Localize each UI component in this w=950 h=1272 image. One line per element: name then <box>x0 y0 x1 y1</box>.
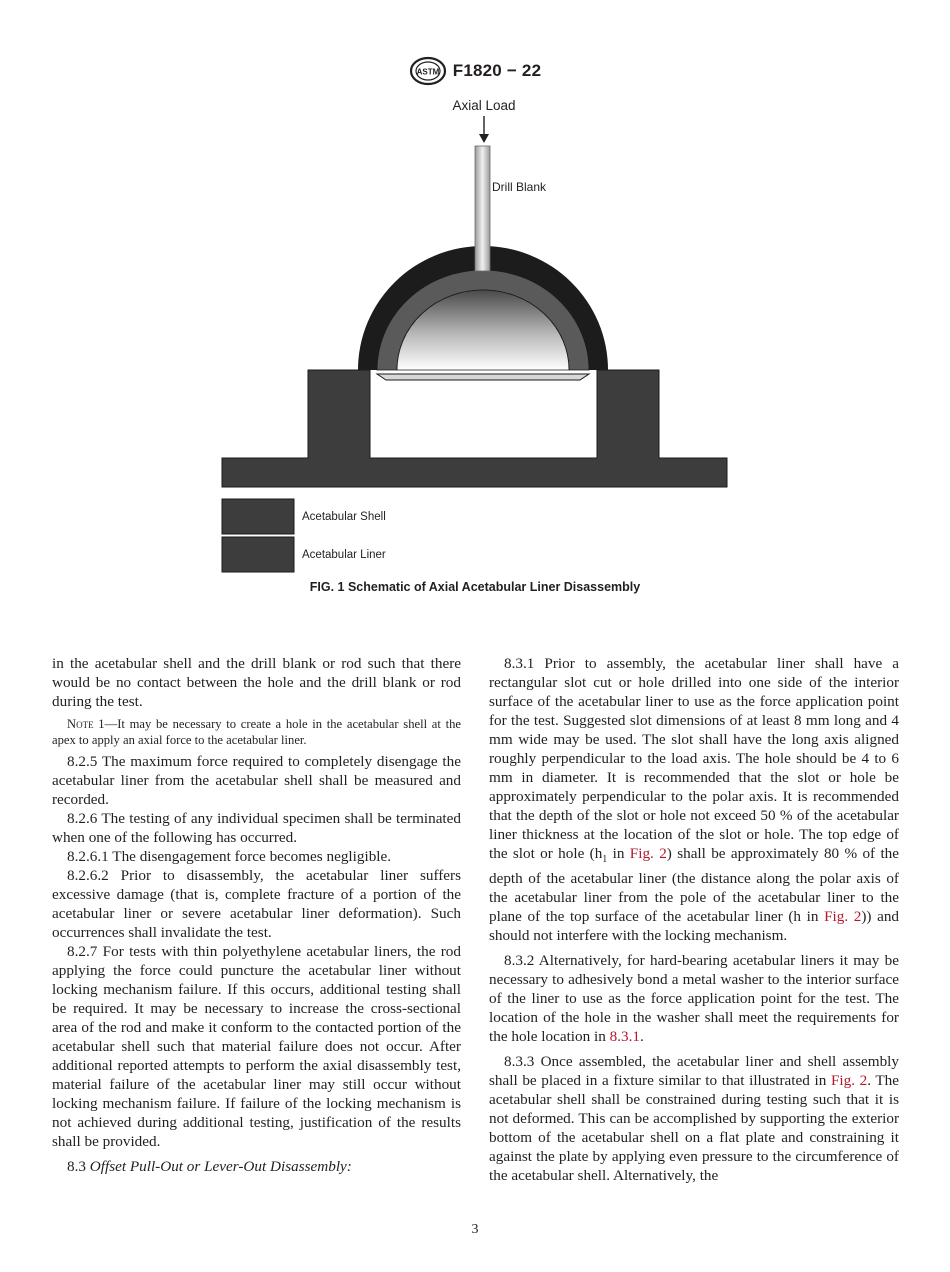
paragraph-8-2-6: 8.2.6 The testing of any individual specimen shall be terminated when one of the following has occurred. <box>52 810 461 846</box>
acetabular-liner-rim <box>377 374 589 380</box>
legend-swatch-shell <box>222 499 294 534</box>
paragraph-8-3-1: 8.3.1 Prior to assembly, the acetabular liner shall have a rectangular slot cut or hole drilled into one side of the interior surface of the acetabular liner to use as the force application point for the test. Suggested slot dimensions of at least 8 mm long and 4 mm wide may be used. The slot shall have the long axis aligned roughly perpendicular to the load axis. The hole should be 4 to 6 mm in diameter. It is recommended that the slot or hole be approximately perpendicular to the polar axis. It is recommended that the depth of the slot or hole not exceed 50 % of the acetabular liner thickness at the location of the slot or hole. The top edge of the slot or hole ($h_1$ in Fig. 2) shall be approximately 80 % of the depth of the acetabular liner (the distance along the polar axis of the acetabular liner from the pole of the acetabular liner to the plane of the top surface of the acetabular liner (h in Fig. 2)) and should not interfere with the locking mechanism. <box>489 655 900 945</box>
standard-number: F1820 − 22 <box>452 61 542 80</box>
fixture-base <box>222 370 727 487</box>
heading-8-3 <box>52 1157 461 1176</box>
drill-blank-label: Drill Blank <box>492 180 547 194</box>
astm-logo-text: ASTM <box>416 67 440 77</box>
legend-label-shell: Acetabular Shell <box>302 511 386 523</box>
fig-2-link[interactable]: Fig. 2 <box>629 845 667 862</box>
fig-2-link[interactable]: Fig. 2 <box>824 908 862 926</box>
legend-label-liner: Acetabular Liner <box>302 549 386 561</box>
note-label: Note 1 <box>67 717 105 731</box>
page-number: 3 <box>471 1222 479 1237</box>
heading-8-3-title: Offset Pull-Out or Lever-Out Disassembly: <box>89 1158 352 1175</box>
paragraph-8-2-5: 8.2.5 The maximum force required to completely disengage the acetabular liner from the acetabular shell shall be measured and recorded. <box>52 753 461 808</box>
figure-caption: FIG. 1 Schematic of Axial Acetabular Liner Disassembly <box>309 580 641 594</box>
drill-blank-rod <box>475 146 490 271</box>
heading-8-3-number: 8.3 <box>67 1158 90 1175</box>
section-8-3-1-link[interactable]: 8.3.1 <box>609 1028 640 1046</box>
note-text: —It may be necessary to create a hole in the acetabular shell at the apex to apply an axial force to the acetabular liner. <box>52 717 461 747</box>
legend-swatch-liner <box>222 537 294 572</box>
fig-2-link[interactable]: Fig. 2 <box>830 1072 868 1090</box>
paragraph-8-3-2: 8.3.2 Alternatively, for hard-bearing acetabular liners it may be necessary to adhesively bond a metal washer to the interior surface of the liner to use as the force application point for the test. The location of the hole in the washer shall meet the requirements for the hole location in 8.3.1. <box>489 952 899 1046</box>
paragraph-8-3-3: 8.3.3 Once assembled, the acetabular liner and shell assembly shall be placed in a fixture similar to that illustrated in Fig. 2. The acetabular shell shall be constrained during testing such that it is not deformed. This can be accomplished by supporting the exterior bottom of the acetabular shell on a flat plate and constraining it against the plate by applying even pressure to the circumference of the acetabular shell. Alternatively, the <box>489 1053 899 1185</box>
paragraph-8-2-6-2: 8.2.6.2 Prior to disassembly, the acetabular liner suffers excessive damage (that is, complete fracture of a portion of the acetabular liner or severe acetabular liner deformation). Such occurrences shall invalidate the test. <box>52 867 461 941</box>
axial-load-label: Axial Load <box>452 98 516 113</box>
note-1 <box>52 716 461 748</box>
axial-load-arrowhead <box>479 134 489 143</box>
paragraph-8-2-6-1: 8.2.6.1 The disengagement force becomes negligible. <box>67 848 392 865</box>
paragraph-8-2-7: 8.2.7 For tests with thin polyethylene acetabular liners, the rod applying the force could puncture the acetabular liner without locking mechanism failure. If this occurs, additional testing shall be required. It may be necessary to increase the cross-sectional area of the rod and make it conform to the contacted portion of the acetabular shell such that material failure does not occur. After additional reported attempts to perform the axial disassembly test, material failure of the acetabular liner may still occur without locking mechanism failure. If failure of the locking mechanism is not achieved during additional testing, justification of the results shall be provided. <box>52 943 461 1150</box>
figure-1-schematic <box>0 0 950 600</box>
right-column <box>489 654 899 1185</box>
paragraph-continued: in the acetabular shell and the drill blank or rod such that there would be no contact between the hole and the drill blank or rod during the test. <box>52 655 461 710</box>
left-column <box>52 654 461 1176</box>
